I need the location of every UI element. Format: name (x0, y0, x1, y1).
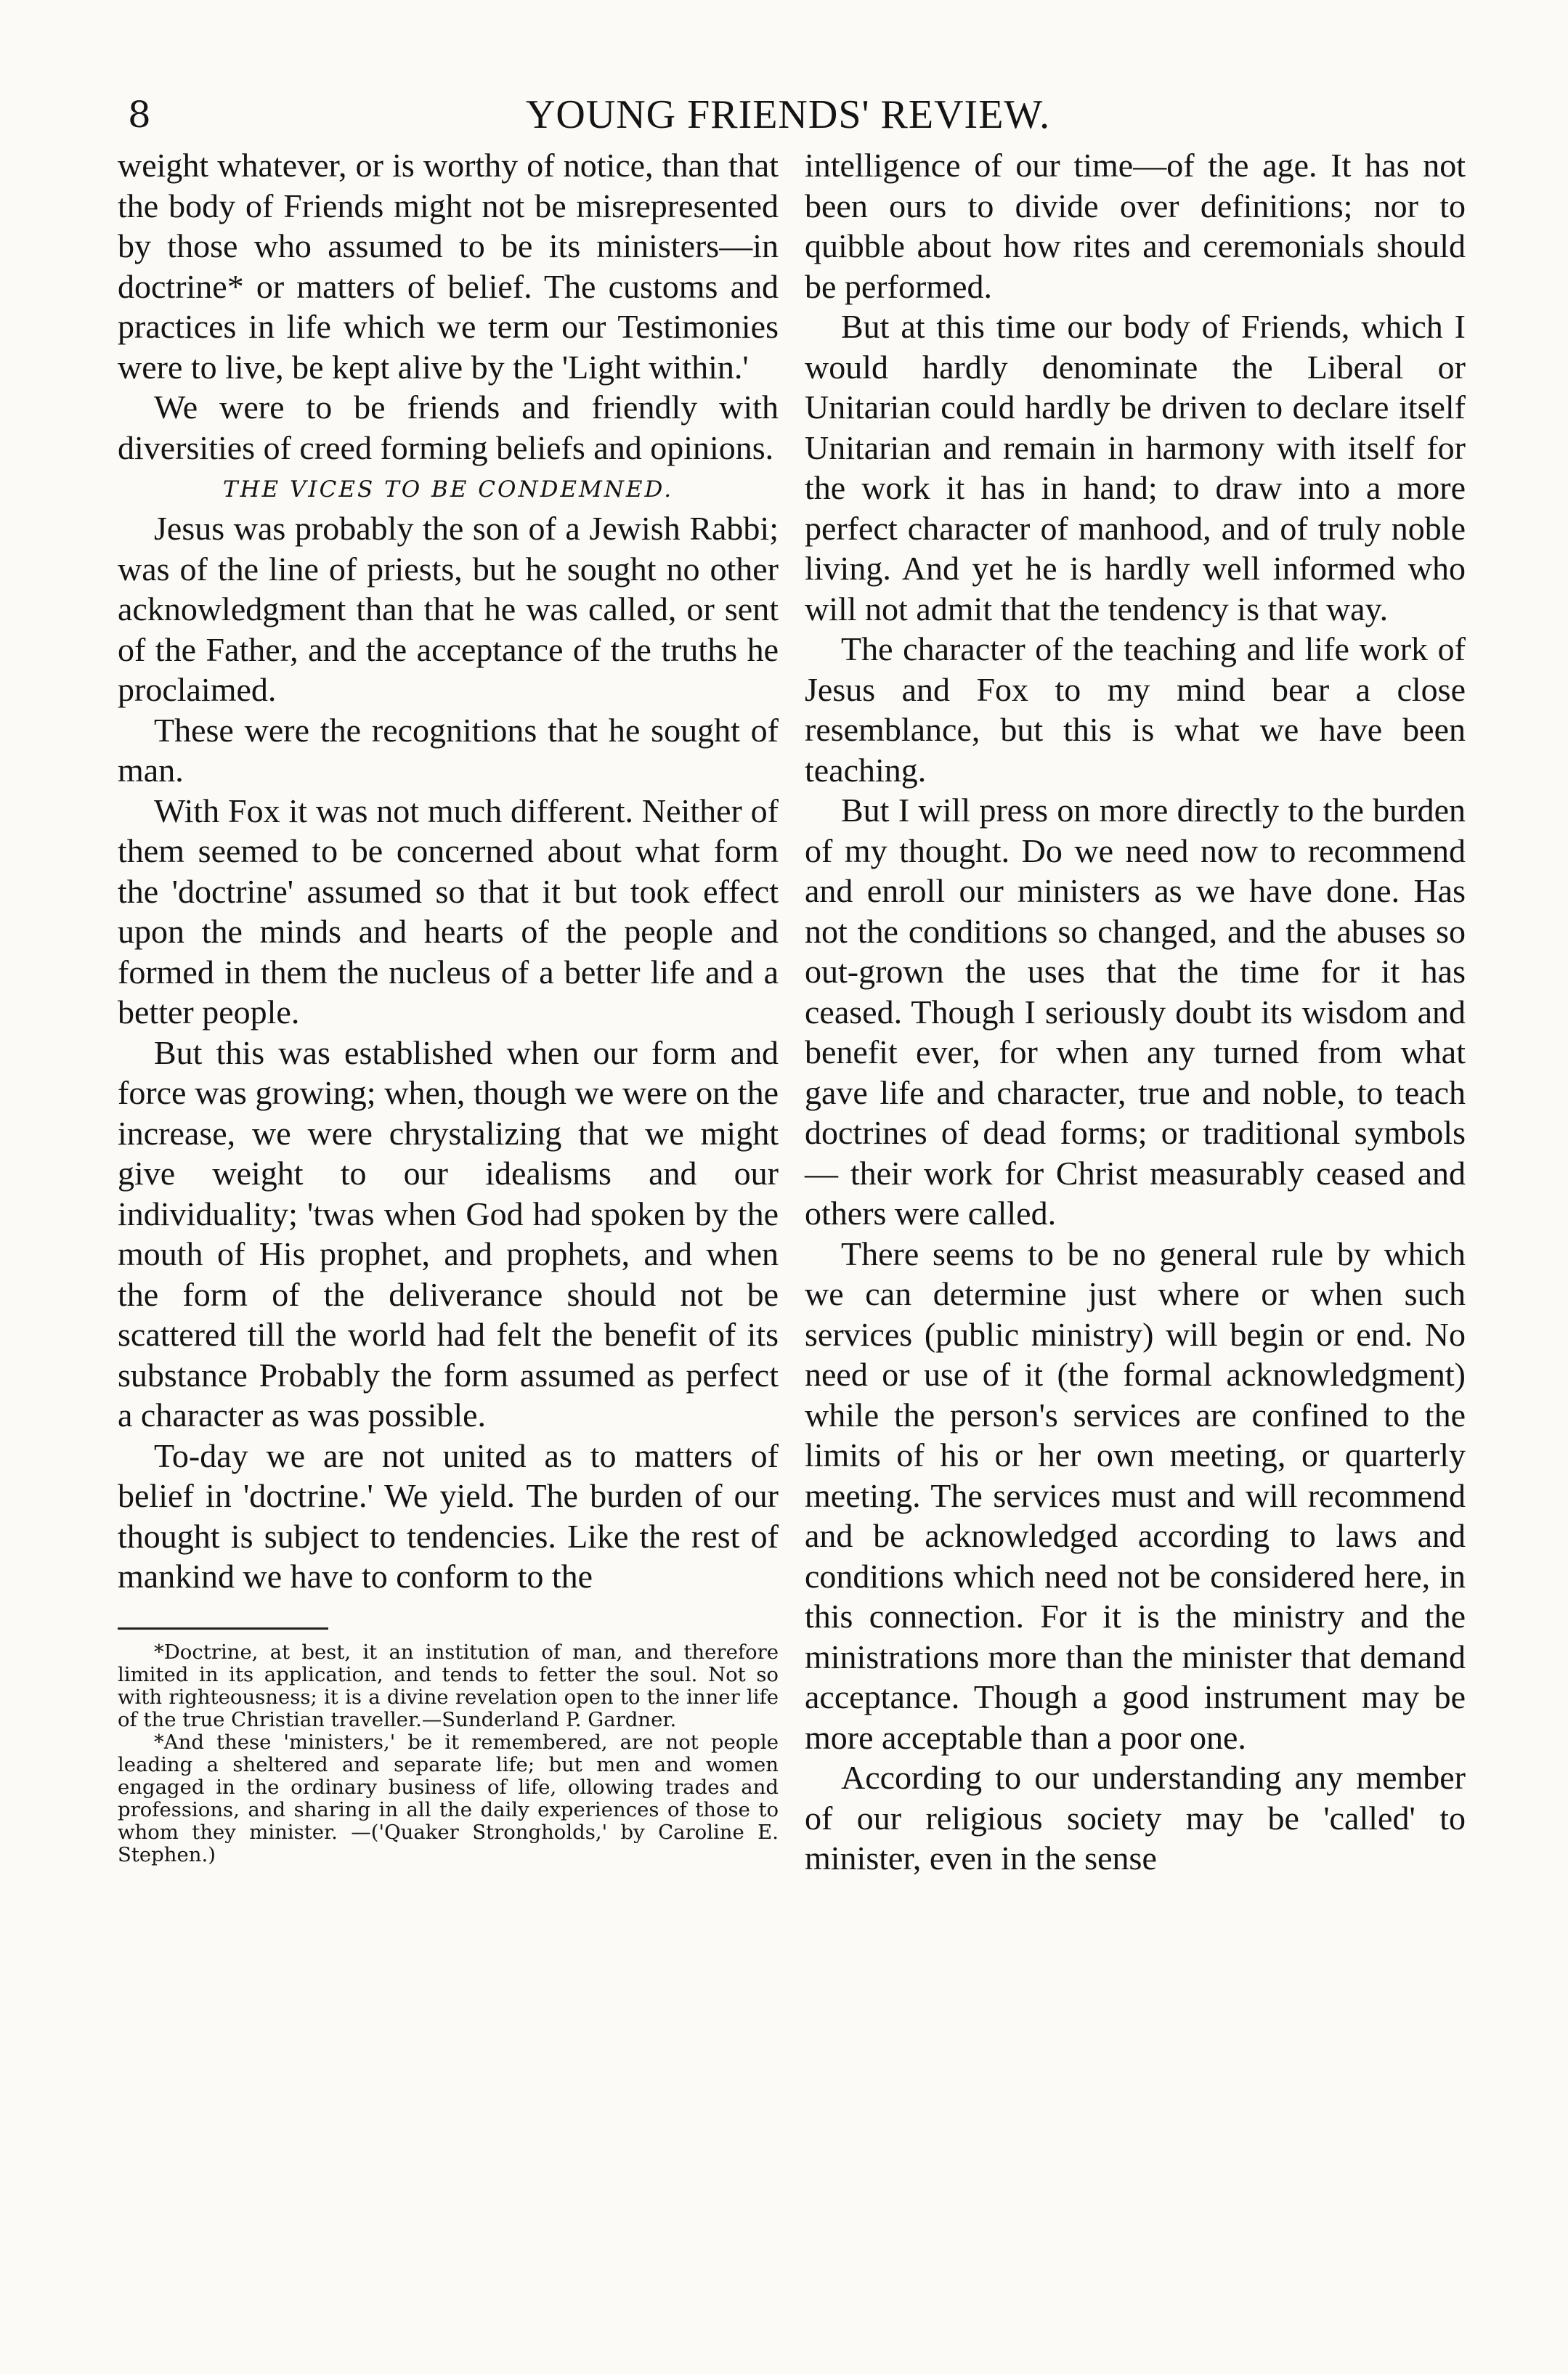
paragraph: To-day we are not united as to matters of belief in 'doctrine.' We yield. The burden of our thought is subject to tendencies. Like the rest of mankind we have to conform to the (118, 1436, 779, 1595)
paragraph: We were to be friends and friendly with diversities of creed forming beliefs and opinions. (118, 389, 779, 466)
right-column (805, 145, 1466, 1879)
paragraph: But I will press on more directly to the burden of my thought. Do we need now to recommend and enroll our ministers as we have done. Has not the conditions so changed, and the abuses so out-grown the uses that the time for it has ceased. Though I seriously doubt its wisdom and benefit ever, for when any turned from what gave life and character, true and noble, to teach doctrines of dead forms; or traditional symbols — their work for Christ measurably ceased and others were called. (805, 792, 1466, 1232)
section-subheading: THE VICES TO BE CONDEMNED. (222, 476, 674, 503)
paragraph: But this was established when our form and force was growing; when, though we were on the increase, we were chrystalizing that we might give weight to our idealisms and our individuality; 'twas when God had spoken by the mouth of His prophet, and prophets, and when the form of the deliverance should not be scattered till the world had felt the benefit of its substance Probably the form assumed as perfect a character as was possible. (118, 1033, 779, 1434)
paragraph: The character of the teaching and life work of Jesus and Fox to my mind bear a close resemblance, but this is what we have been teaching. (805, 630, 1466, 789)
footnote-divider (118, 1627, 328, 1630)
paragraph: There seems to be no general rule by which we can determine just where or when such services (public ministry) will begin or end. No need or use of it (the formal acknowledgment) while the person's services are confined to the limits of his or her own meeting, or quarterly meeting. The services must and will recommend and be acknowledged according to laws and conditions which need not be considered here, in this connection. For it is the ministry and the ministrations more than the minister that demand acceptance. Though a good instrument may be more acceptable than a poor one. (805, 1235, 1466, 1756)
journal-title: YOUNG FRIENDS' REVIEW. (525, 92, 1051, 137)
page-number: 8 (128, 94, 151, 136)
paragraph: With Fox it was not much different. Neither of them seemed to be concerned about what form the 'doctrine' assumed so that it but took effect upon the minds and hearts of the people and formed in them the nucleus of a better life and a better people. (118, 792, 779, 1031)
footnote: *Doctrine, at best, it an institution of man, and therefore limited in its application, and tends to fetter the soul. Not so with righteousness; it is a divine revelation open to the inner life of the true Christian traveller.—Sunderland P. Gardner. (118, 1640, 779, 1731)
paragraph: These were the recognitions that he sought of man. (118, 711, 779, 789)
footnote: *And these 'ministers,' be it remembered, are not people leading a sheltered and separate life; but men and women engaged in the ordinary business of life, ollowing trades and professions, and sharing in all the daily experiences of those to whom they minister. —('Quaker Strongholds,' by Caroline E. Stephen.) (118, 1730, 779, 1866)
paragraph: weight whatever, or is worthy of notice, than that the body of Friends might not be misrepresented by those who assumed to be its ministers—in doctrine* or matters of belief. The customs and practices in life which we term our Testimonies were to live, be kept alive by the 'Light within.' (118, 147, 779, 386)
paragraph: Jesus was probably the son of a Jewish Rabbi; was of the line of priests, but he sought no other acknowledgment than that he was called, or sent of the Father, and the acceptance of the truths he proclaimed. (118, 510, 779, 708)
paragraph: But at this time our body of Friends, which I would hardly denominate the Liberal or Unitarian could hardly be driven to declare itself Unitarian and remain in harmony with itself for the work it has in hand; to draw into a more perfect character of manhood, and of truly noble living. And yet he is hardly well informed who will not admit that the tendency is that way. (805, 308, 1466, 627)
paragraph: According to our understanding any member of our religious society may be 'called' to minister, even in the sense (805, 1759, 1466, 1877)
left-column (118, 145, 779, 1866)
running-header (123, 86, 1453, 144)
paragraph: intelligence of our time—of the age. It has not been ours to divide over definitions; nor to quibble about how rites and ceremonials should be performed. (805, 147, 1466, 305)
